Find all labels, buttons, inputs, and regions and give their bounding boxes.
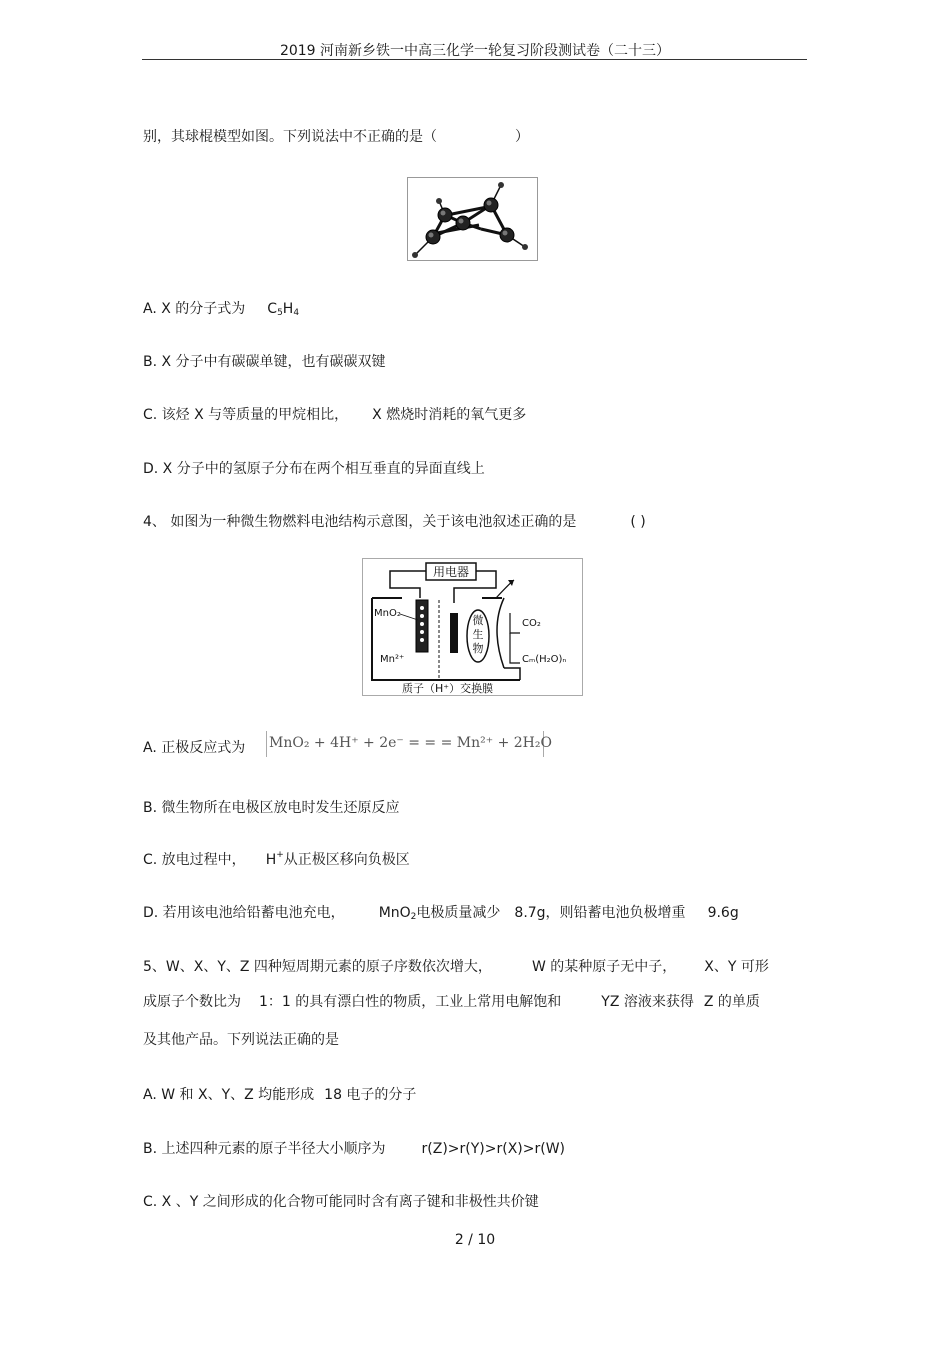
q4-option-d-val2: 9.6g xyxy=(707,905,739,921)
q4-formula-box xyxy=(266,731,552,757)
q5-option-b-part2: r(Z)>r(Y)>r(X)>r(W) xyxy=(421,1141,566,1157)
fuel-cell-svg xyxy=(362,558,583,696)
q3-stem-text: 别，其球棍模型如图。下列说法中不正确的是（ xyxy=(143,129,437,145)
carbohydrate-label: Cₘ(H₂O)ₙ xyxy=(522,654,567,665)
q4-option-c-h: H xyxy=(265,852,277,868)
q4-stem xyxy=(143,511,646,531)
q4-option-c-prefix: C. 放电过程中， xyxy=(143,852,246,868)
q4-option-c xyxy=(143,849,410,869)
q5-option-a-part2: 18 电子的分子 xyxy=(324,1087,417,1103)
mn2-label: Mn²⁺ xyxy=(380,654,405,665)
mno2-label: MnO₂ xyxy=(374,608,401,619)
q5-option-a-part1: A. W 和 X、Y、Z 均能形成 xyxy=(143,1087,315,1103)
q4-option-d-mid: 电极质量减少 xyxy=(416,905,501,921)
q3-formula-h: H xyxy=(282,301,294,317)
q3-option-c xyxy=(143,404,526,424)
q5-line1-b: W 的某种原子无中子， xyxy=(531,959,677,975)
microbe-char-3: 物 xyxy=(472,642,484,655)
q3-stem xyxy=(143,126,529,146)
ball-stick-model-figure xyxy=(407,177,538,261)
microbe-char-1: 微 xyxy=(472,614,484,627)
q3-formula-h-sub: 4 xyxy=(293,308,300,318)
membrane-label: 质子（H⁺）交换膜 xyxy=(402,682,494,695)
q4-option-d-mno: MnO xyxy=(378,905,411,921)
q4-option-d xyxy=(143,902,739,922)
q5-line-3: 及其他产品。下列说法正确的是 xyxy=(143,1032,339,1048)
q5-line1-a: 5、W、X、Y、Z 四种短周期元素的原子序数依次增大， xyxy=(143,959,492,975)
q3-option-c-part2: X 燃烧时消耗的氧气更多 xyxy=(372,407,527,423)
q4-option-d-prefix: D. 若用该电池给铅蓄电池充电， xyxy=(143,905,345,921)
q4-option-d-sub: 2 xyxy=(410,912,417,922)
q5-line1-c: X、Y 可形 xyxy=(704,959,769,975)
q5-option-b xyxy=(143,1138,565,1158)
q3-option-a xyxy=(143,298,299,318)
q4-option-b: B. 微生物所在电极区放电时发生还原反应 xyxy=(143,800,400,816)
q5-line2-a: 成原子个数比为 xyxy=(143,994,241,1010)
fuel-cell-diagram xyxy=(362,558,583,696)
q4-option-c-sup: + xyxy=(276,850,284,860)
q4-option-c-rest: 从正极区移向负极区 xyxy=(283,852,410,868)
q5-option-c: C. X 、Y 之间形成的化合物可能同时含有离子键和非极性共价键 xyxy=(143,1194,539,1210)
page-header-title: 2019 河南新乡铁一中高三化学一轮复习阶段测试卷（二十三） xyxy=(279,43,671,59)
q4-stem-paren: ( ) xyxy=(630,514,646,530)
q5-line-2 xyxy=(143,991,760,1011)
q5-line2-b: 1：1 的具有漂白性的物质，工业上常用电解饱和 xyxy=(259,994,562,1010)
q5-line2-c: YZ 溶液来获得 xyxy=(601,994,694,1010)
q3-formula-c-sub: 5 xyxy=(277,308,283,318)
device-label: 用电器 xyxy=(432,565,470,579)
q4-option-a: A. 正极反应式为 xyxy=(143,740,246,756)
ball-stick-model-svg xyxy=(407,177,538,261)
q5-line2-d: Z 的单质 xyxy=(703,994,760,1010)
q4-option-d-val1: 8.7g，则铅蓄电池负极增重 xyxy=(514,905,686,921)
q5-line-1 xyxy=(143,956,769,976)
co2-label: CO₂ xyxy=(522,618,541,629)
page-number: 2 / 10 xyxy=(454,1232,496,1248)
q3-option-c-part1: C. 该烃 X 与等质量的甲烷相比， xyxy=(143,407,349,423)
q4-stem-text: 4、 如图为一种微生物燃料电池结构示意图，关于该电池叙述正确的是 xyxy=(143,514,577,530)
header-divider xyxy=(142,59,807,60)
microbe-char-2: 生 xyxy=(472,628,484,641)
q5-option-b-part1: B. 上述四种元素的原子半径大小顺序为 xyxy=(143,1141,386,1157)
q3-option-a-text: A. X 的分子式为 xyxy=(143,301,246,317)
q5-option-a xyxy=(143,1084,416,1104)
q3-formula-c: C xyxy=(267,301,278,317)
q3-option-b: B. X 分子中有碳碳单键，也有碳碳双键 xyxy=(143,354,386,370)
q3-option-d: D. X 分子中的氢原子分布在两个相互垂直的异面直线上 xyxy=(143,461,485,477)
q3-stem-close: ） xyxy=(515,129,529,145)
q4-formula-text: MnO₂ + 4H⁺ + 2e⁻ = = = Mn²⁺ + 2H₂O xyxy=(269,735,552,751)
